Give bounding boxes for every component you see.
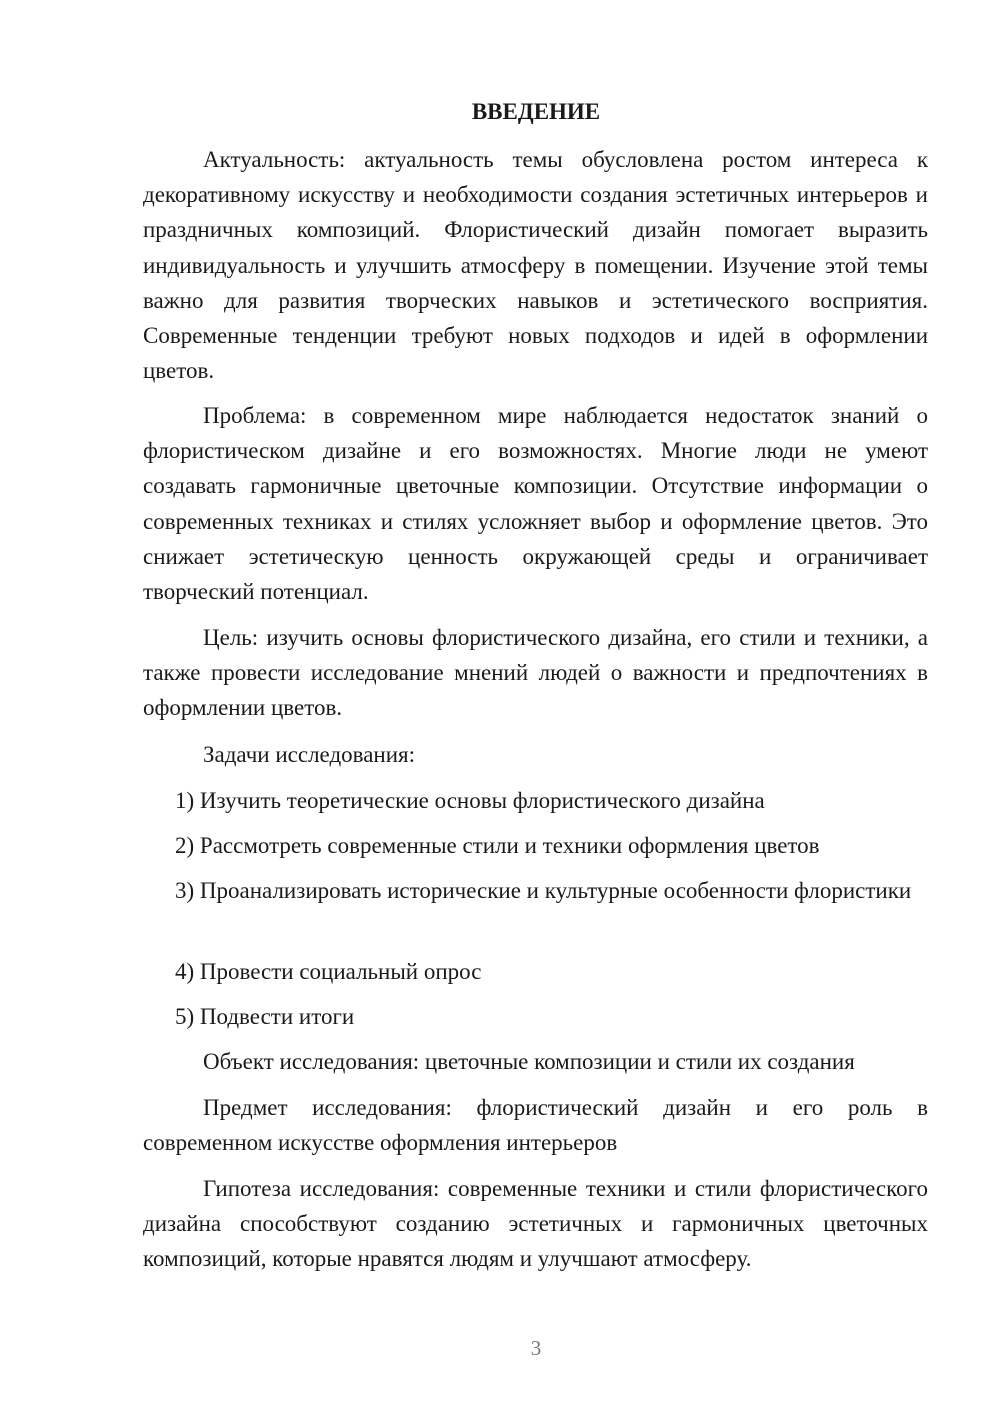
task-item-3: 3) Проанализировать исторические и культурные особенности флористики bbox=[175, 878, 912, 903]
subject-paragraph: Предмет исследования: флористический дизайн и его роль в современном искусстве оформления интерьеров bbox=[143, 1095, 928, 1156]
goal-paragraph: Цель: изучить основы флористического дизайна, его стили и техники, а также провести исследование мнений людей о важности и предпочтениях в оформлении цветов. bbox=[143, 625, 928, 721]
object-paragraph: Объект исследования: цветочные композиции и стили их создания bbox=[203, 1049, 855, 1074]
relevance-paragraph: Актуальность: актуальность темы обусловлена ростом интереса к декоративному искусству и необходимости создания эстетичных интерьеров и праздничных композиций. Флористический дизайн помогает выразить индивидуальность и улучшить атмосферу в помещении. Изучение этой темы важно для развития творческих навыков и эстетического восприятия. Современные тенденции требуют новых подходов и идей в оформлении цветов. bbox=[143, 147, 928, 384]
task-item-1: 1) Изучить теоретические основы флористического дизайна bbox=[175, 788, 765, 813]
tasks-heading: Задачи исследования: bbox=[203, 742, 416, 767]
task-item-4: 4) Провести социальный опрос bbox=[175, 959, 482, 984]
page-title: ВВЕДЕНИЕ bbox=[471, 99, 601, 124]
hypothesis-paragraph: Гипотеза исследования: современные техники и стили флористического дизайна способствуют созданию эстетичных и гармоничных цветочных композиций, которые нравятся людям и улучшают атмосферу. bbox=[143, 1176, 928, 1272]
task-item-5: 5) Подвести итоги bbox=[175, 1004, 355, 1029]
page-number: 3 bbox=[530, 1336, 542, 1360]
task-item-2: 2) Рассмотреть современные стили и техники оформления цветов bbox=[175, 833, 820, 858]
problem-paragraph: Проблема: в современном мире наблюдается недостаток знаний о флористическом дизайне и его возможностях. Многие люди не умеют создавать гармоничные цветочные композиции. Отсутствие информации о современных техниках и стилях усложняет выбор и оформление цветов. Это снижает эстетическую ценность окружающей среды и ограничивает творческий потенциал. bbox=[143, 403, 928, 605]
